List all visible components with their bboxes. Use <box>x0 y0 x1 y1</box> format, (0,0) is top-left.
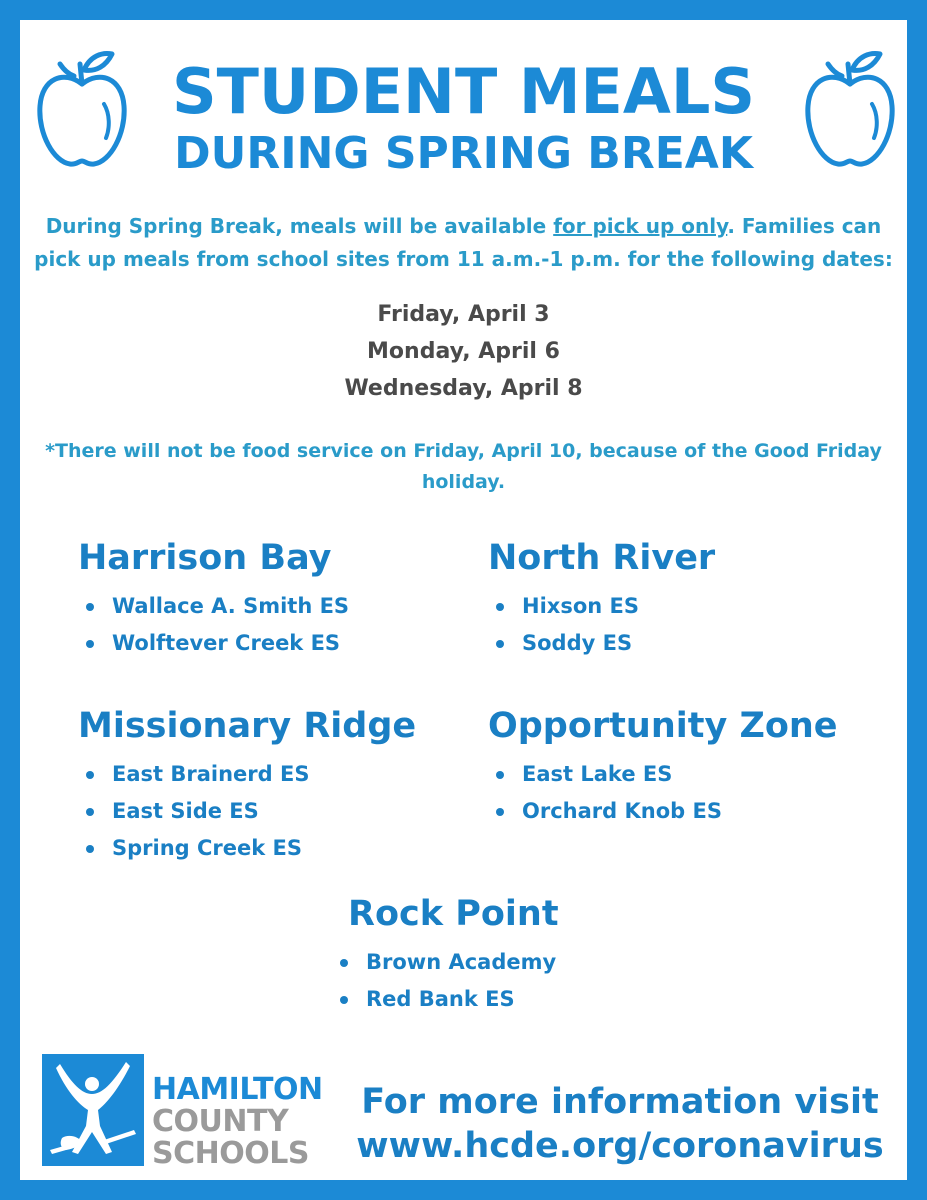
zone-opportunity-zone <box>488 704 838 830</box>
list-item <box>488 756 838 793</box>
pickup-date: Friday, April 3 <box>377 302 550 327</box>
zone-missionary-ridge <box>78 704 416 867</box>
pickup-dates <box>0 296 927 407</box>
school-list <box>488 588 715 662</box>
intro-text-start: During Spring Break, meals will be available <box>45 214 554 238</box>
list-item <box>332 981 559 1018</box>
footer-text: For more information visit <box>361 1082 879 1122</box>
zone-title: Opportunity Zone <box>488 706 838 746</box>
footer-info <box>340 1080 900 1168</box>
list-item <box>488 588 715 625</box>
bullet-icon <box>86 808 94 816</box>
school-name: Brown Academy <box>366 950 557 974</box>
pickup-date: Wednesday, April 8 <box>344 376 583 401</box>
school-name: East Side ES <box>112 799 259 823</box>
bullet-icon <box>340 996 348 1004</box>
page-subtitle: DURING SPRING BREAK <box>174 128 753 179</box>
school-name: Spring Creek ES <box>112 836 303 860</box>
bullet-icon <box>496 603 504 611</box>
zone-rock-point <box>332 892 559 1018</box>
bullet-icon <box>496 771 504 779</box>
zone-title: Rock Point <box>348 894 559 934</box>
hamilton-county-schools-logo-icon <box>42 1054 144 1166</box>
school-list <box>332 944 559 1018</box>
list-item <box>78 830 416 867</box>
bullet-icon <box>340 959 348 967</box>
list-item <box>488 793 838 830</box>
list-item <box>78 588 349 625</box>
logo-line: SCHOOLS <box>152 1136 309 1171</box>
bullet-icon <box>86 845 94 853</box>
holiday-note: *There will not be food service on Friday, April 10, because of the Good Friday holiday. <box>45 440 882 493</box>
school-name: East Lake ES <box>522 762 673 786</box>
school-list <box>78 756 416 867</box>
bullet-icon <box>496 808 504 816</box>
bullet-icon <box>86 640 94 648</box>
intro-paragraph <box>30 210 897 276</box>
logo-line: HAMILTON <box>152 1072 323 1107</box>
logo-wordmark <box>152 1074 323 1170</box>
intro-text-emphasis: for pick up only <box>553 214 728 238</box>
list-item <box>488 625 715 662</box>
school-name: Red Bank ES <box>366 987 515 1011</box>
zone-north-river <box>488 536 715 662</box>
list-item <box>78 625 349 662</box>
list-item <box>78 793 416 830</box>
bullet-icon <box>86 771 94 779</box>
bullet-icon <box>496 640 504 648</box>
logo-line: COUNTY <box>152 1104 289 1139</box>
bullet-icon <box>86 603 94 611</box>
footer-link[interactable]: www.hcde.org/coronavirus <box>356 1126 884 1166</box>
school-name: East Brainerd ES <box>112 762 310 786</box>
zone-harrison-bay <box>78 536 349 662</box>
zone-title: North River <box>488 538 716 578</box>
page-title: STUDENT MEALS <box>171 55 756 128</box>
school-name: Soddy ES <box>522 631 633 655</box>
school-name: Wolftever Creek ES <box>112 631 341 655</box>
intro-text-end: . Families can pick up meals from school sites from 11 a.m.-1 p.m. for the following dates: <box>34 214 893 271</box>
school-name: Hixson ES <box>522 594 639 618</box>
list-item <box>332 944 559 981</box>
zone-title: Missionary Ridge <box>78 706 417 746</box>
school-name: Orchard Knob ES <box>522 799 722 823</box>
list-item <box>78 756 416 793</box>
zone-title: Harrison Bay <box>78 538 332 578</box>
pickup-date: Monday, April 6 <box>367 339 560 364</box>
school-list <box>78 588 349 662</box>
school-list <box>488 756 838 830</box>
school-name: Wallace A. Smith ES <box>112 594 350 618</box>
